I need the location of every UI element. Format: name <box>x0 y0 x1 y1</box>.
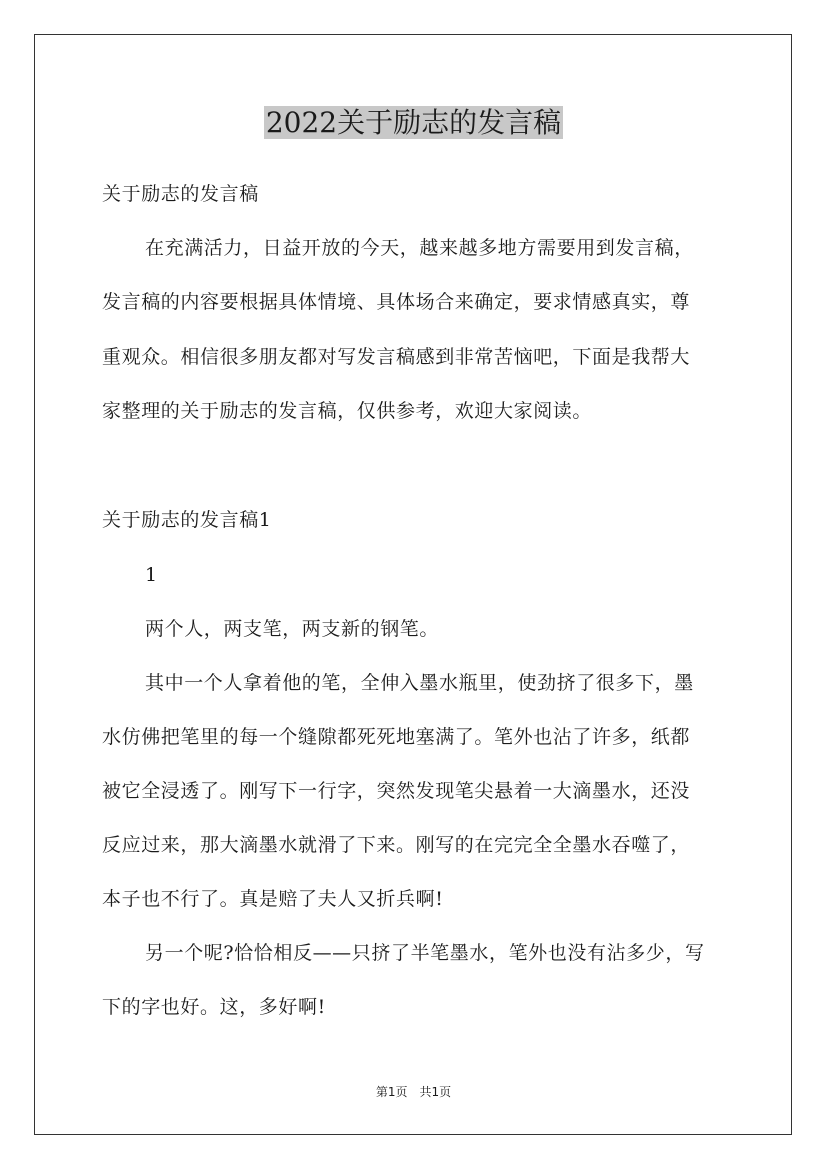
paragraph-line: 水仿佛把笔里的每一个缝隙都死死地塞满了。笔外也沾了许多，纸都 <box>102 726 691 748</box>
paragraph-line: 另一个呢?恰恰相反——只挤了半笔墨水，笔外也没有沾多少，写 <box>145 942 705 964</box>
paragraph-line: 本子也不行了。真是赔了夫人又折兵啊! <box>102 888 444 910</box>
section-number: 1 <box>145 564 158 586</box>
page-footer: 第1页 共1页 <box>375 1085 452 1099</box>
document-title <box>0 103 827 143</box>
paragraph: 两个人，两支笔，两支新的钢笔。 <box>145 618 440 640</box>
intro-line: 发言稿的内容要根据具体情境、具体场合来确定，要求情感真实，尊 <box>102 291 691 313</box>
section-heading: 关于励志的发言稿1 <box>102 509 272 531</box>
paragraph-line: 被它全浸透了。刚写下一行字，突然发现笔尖悬着一大滴墨水，还没 <box>102 780 691 802</box>
paragraph-line: 反应过来，那大滴墨水就滑了下来。刚写的在完完全全墨水吞噬了， <box>102 834 691 856</box>
intro-line: 家整理的关于励志的发言稿，仅供参考，欢迎大家阅读。 <box>102 400 593 422</box>
document-title-text: 2022关于励志的发言稿 <box>265 106 562 139</box>
paragraph-line: 其中一个人拿着他的笔，全伸入墨水瓶里，使劲挤了很多下，墨 <box>145 672 694 694</box>
subtitle: 关于励志的发言稿 <box>102 183 259 205</box>
paragraph-line: 下的字也好。这，多好啊! <box>102 996 326 1018</box>
intro-line: 重观众。相信很多朋友都对写发言稿感到非常苦恼吧，下面是我帮大 <box>102 346 691 368</box>
intro-line: 在充满活力，日益开放的今天，越来越多地方需要用到发言稿， <box>145 237 694 259</box>
